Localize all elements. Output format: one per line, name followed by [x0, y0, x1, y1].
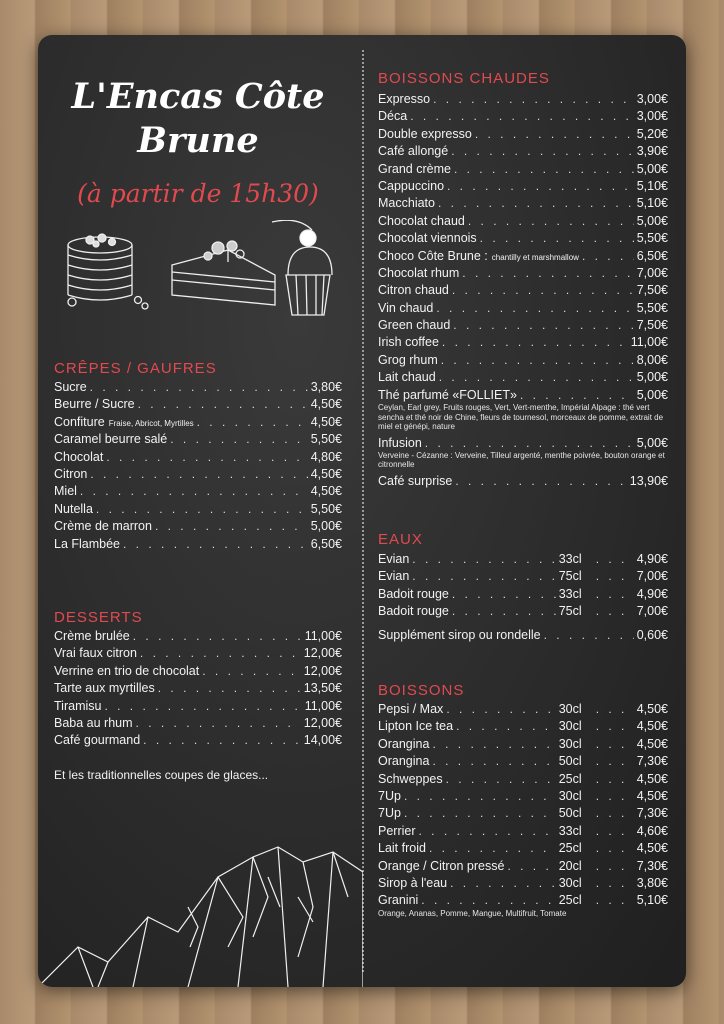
leader-dots: [596, 840, 634, 857]
leader-dots: [596, 892, 634, 909]
item-price: 4,90€: [636, 586, 668, 601]
item-volume: 25cl: [558, 841, 582, 856]
leader-dots: [90, 466, 307, 483]
title-line-1: L'Encas Côte: [71, 76, 325, 117]
menu-item-row: [378, 788, 668, 805]
menu-title: [48, 75, 348, 163]
item-name: Déca: [378, 109, 408, 124]
leader-dots: [439, 369, 634, 386]
item-name: Tarte aux myrtilles: [54, 681, 155, 696]
item-name: Chocolat chaud: [378, 213, 465, 228]
item-name: Perrier: [378, 823, 416, 838]
leader-dots: [596, 823, 634, 840]
cake-slice-illustration: [172, 241, 275, 305]
leader-dots: [596, 551, 634, 568]
item-price: 3,00€: [636, 92, 668, 106]
item-name: Schweppes: [378, 771, 443, 786]
leader-dots: [412, 568, 555, 585]
item-name: Irish coffee: [378, 335, 439, 350]
item-price: 7,00€: [636, 604, 668, 619]
menu-item-row: [378, 126, 668, 143]
menu-item-row: [378, 282, 668, 299]
item-name: Vrai faux citron: [54, 646, 137, 661]
leader-dots: [596, 568, 634, 585]
item-name: Nutella: [54, 501, 93, 516]
leader-dots: [123, 536, 308, 553]
menu-item-row: [378, 387, 668, 404]
item-price: 4,50€: [310, 466, 342, 481]
leader-dots: [410, 108, 634, 125]
item-price: 8,00€: [636, 352, 668, 367]
menu-item-row: [54, 379, 342, 396]
leader-dots: [80, 483, 308, 500]
item-name: Citron: [54, 466, 88, 481]
leader-dots: [596, 701, 634, 718]
item-price: 12,00€: [303, 646, 342, 661]
menu-item-row: [54, 518, 342, 535]
item-price: 11,00€: [304, 629, 342, 643]
item-price: 5,20€: [636, 126, 668, 141]
menu-item-row: [378, 551, 668, 568]
menu-item-row: [378, 701, 668, 718]
item-name: Café surprise: [378, 473, 453, 488]
leader-dots: [419, 823, 556, 840]
menu-item-row: [378, 248, 668, 265]
leader-dots: [446, 771, 556, 788]
item-name: Pepsi / Max: [378, 702, 444, 716]
item-price: 4,50€: [636, 788, 668, 803]
leader-dots: [596, 753, 634, 770]
item-price: 13,50€: [303, 681, 342, 696]
leader-dots: [544, 627, 634, 644]
leader-dots: [197, 414, 308, 431]
item-price: 4,50€: [636, 719, 668, 734]
menu-item-row: [54, 483, 342, 500]
item-name: Vin chaud: [378, 300, 434, 315]
item-price: 5,00€: [636, 213, 668, 228]
cupcake-illustration: [272, 220, 332, 315]
leader-dots: [133, 628, 302, 645]
section-crepes-title: CRÊPES / GAUFRES: [54, 360, 217, 377]
leader-dots: [475, 126, 634, 143]
item-name: Lipton Ice tea: [378, 719, 454, 734]
menu-item-row: [378, 736, 668, 753]
menu-item-row: [378, 840, 668, 857]
leader-dots: [596, 718, 634, 735]
menu-item-row: [378, 334, 668, 351]
leader-dots: [96, 501, 308, 518]
leader-dots: [455, 473, 626, 490]
item-note: Orange, Ananas, Pomme, Mangue, Multifruit, Tomate: [378, 908, 567, 918]
item-name: Confiture: [54, 414, 105, 429]
menu-item-row: [378, 805, 668, 822]
item-volume: 25cl: [558, 893, 582, 908]
menu-board: [38, 35, 686, 987]
item-price: 12,00€: [303, 663, 342, 678]
mountains-illustration: [38, 837, 363, 987]
item-volume: 30cl: [558, 719, 582, 734]
section-boissons-title: BOISSONS: [378, 682, 465, 699]
menu-item-row: [378, 603, 668, 620]
eaux-list: [378, 551, 668, 621]
menu-item-row: [378, 435, 668, 452]
item-price: 7,00€: [636, 569, 668, 584]
item-price: 3,80€: [310, 380, 342, 394]
leader-dots: [404, 788, 556, 805]
menu-item-row: [378, 178, 668, 195]
menu-item-row: [378, 858, 668, 875]
section-eaux-title: EAUX: [378, 531, 423, 548]
leader-dots: [104, 698, 301, 715]
leader-dots: [596, 858, 634, 875]
item-price: 4,80€: [310, 449, 342, 464]
item-price: 5,10€: [636, 893, 668, 908]
leader-dots: [451, 143, 634, 160]
leader-dots: [442, 334, 628, 351]
item-name: 7Up: [378, 788, 401, 803]
item-price: 5,10€: [636, 196, 668, 211]
item-price: 5,50€: [310, 501, 342, 516]
item-name: Evian: [378, 552, 410, 566]
menu-item-row: [54, 698, 342, 715]
menu-item-row: [54, 431, 342, 448]
leader-dots: [452, 603, 556, 620]
leader-dots: [421, 892, 555, 909]
menu-item-row: [378, 771, 668, 788]
item-name: Infusion: [378, 435, 422, 450]
item-name: Café gourmand: [54, 733, 141, 748]
menu-item-row: [378, 300, 668, 317]
item-name: Beurre / Sucre: [54, 397, 135, 412]
item-price: 4,50€: [310, 484, 342, 499]
leader-dots: [158, 680, 301, 697]
menu-item-row: [54, 449, 342, 466]
leader-dots: [138, 396, 308, 413]
menu-item-row: [378, 317, 668, 334]
leader-dots: [456, 718, 556, 735]
leader-dots: [170, 431, 307, 448]
leader-dots: [452, 282, 634, 299]
menu-item-row: [54, 663, 342, 680]
item-name: Miel: [54, 484, 77, 499]
leader-dots: [90, 379, 308, 396]
item-detail: chantilly et marshmallow: [491, 252, 579, 262]
pancakes-illustration: [68, 234, 148, 309]
section-desserts-title: DESSERTS: [54, 609, 143, 626]
menu-item-row: [378, 892, 668, 909]
item-name: Expresso: [378, 92, 431, 106]
menu-item-row: [54, 680, 342, 697]
item-note: Ceylan, Earl grey, Fruits rouges, Vert, Vert-menthe, Impérial Alpage : thé vert sencha et thé noir de Chine, fleurs de tournesol, morceaux de pomme, extrait de miel et génépi, nature: [378, 403, 664, 432]
item-name: Verrine en trio de chocolat: [54, 663, 200, 678]
item-volume: 50cl: [558, 806, 582, 821]
item-name: Choco Côte Brune :: [378, 248, 488, 263]
menu-item-row: [54, 645, 342, 662]
crepes-list: [54, 379, 342, 553]
menu-item-row: [378, 230, 668, 247]
item-name: Crème brulée: [54, 629, 130, 643]
item-price: 5,50€: [636, 300, 668, 315]
item-volume: 75cl: [558, 569, 582, 584]
menu-item-row: [378, 753, 668, 770]
menu-item-row: [378, 875, 668, 892]
leader-dots: [453, 317, 633, 334]
item-price: 4,50€: [636, 702, 668, 716]
leader-dots: [507, 858, 555, 875]
item-price: 3,00€: [636, 109, 668, 124]
leader-dots: [202, 663, 301, 680]
item-note: Verveine - Cézanne : Verveine, Tilleul argenté, menthe poivrée, bouton orange et citronnelle: [378, 450, 665, 470]
menu-item-row: [54, 628, 342, 645]
item-price: 5,00€: [310, 519, 342, 534]
menu-item-row: [378, 91, 668, 108]
leader-dots: [596, 805, 634, 822]
item-name: Lait froid: [378, 841, 426, 856]
desserts-footer: Et les traditionnelles coupes de glaces...: [54, 768, 269, 782]
leader-dots: [136, 715, 301, 732]
item-price: 7,50€: [636, 318, 668, 333]
item-volume: 75cl: [558, 604, 582, 619]
item-name: Caramel beurre salé: [54, 432, 168, 447]
title-line-2: Brune: [137, 120, 259, 161]
item-price: 7,30€: [636, 858, 668, 873]
item-price: 7,30€: [636, 806, 668, 821]
item-name: Macchiato: [378, 196, 435, 211]
leader-dots: [596, 736, 634, 753]
dessert-illustrations: [50, 220, 350, 320]
leader-dots: [404, 805, 556, 822]
menu-item-row: [378, 161, 668, 178]
item-name: Chocolat: [54, 449, 104, 464]
item-name: Supplément sirop ou rondelle: [378, 628, 541, 642]
item-name: Double expresso: [378, 126, 472, 141]
menu-item-row: [378, 823, 668, 840]
menu-item-row: [378, 195, 668, 212]
column-divider: [362, 50, 364, 972]
section-boissons-chaudes-title: BOISSONS CHAUDES: [378, 70, 550, 87]
item-volume: 30cl: [558, 736, 582, 751]
menu-item-row: [378, 108, 668, 125]
item-price: 0,60€: [636, 628, 668, 642]
item-price: 4,50€: [636, 736, 668, 751]
item-name: La Flambée: [54, 536, 121, 551]
leader-dots: [412, 551, 555, 568]
item-price: 5,00€: [636, 387, 668, 402]
item-volume: 33cl: [558, 823, 582, 838]
item-volume: 20cl: [558, 858, 582, 873]
item-name: Granini: [378, 893, 419, 908]
menu-item-row: [54, 715, 342, 732]
leader-dots: [468, 213, 634, 230]
menu-item-row: [378, 352, 668, 369]
leader-dots: [462, 265, 633, 282]
item-name: Green chaud: [378, 318, 451, 333]
menu-subtitle: (à partir de 15h30): [77, 179, 319, 208]
item-price: 13,90€: [629, 473, 668, 488]
item-volume: 50cl: [558, 754, 582, 769]
item-name: 7Up: [378, 806, 401, 821]
leader-dots: [425, 435, 634, 452]
item-price: 6,50€: [636, 248, 668, 263]
item-name: Café allongé: [378, 144, 449, 159]
item-volume: 33cl: [558, 586, 582, 601]
item-name: Orange / Citron pressé: [378, 858, 505, 873]
item-price: 5,00€: [636, 370, 668, 385]
boissons-chaudes-list: [378, 91, 668, 490]
item-name: Sucre: [54, 380, 87, 394]
menu-item-row: [378, 213, 668, 230]
leader-dots: [446, 701, 555, 718]
item-volume: 30cl: [558, 702, 582, 716]
leader-dots: [438, 195, 634, 212]
item-volume: 33cl: [558, 552, 582, 566]
item-name: Crème de marron: [54, 519, 152, 534]
leader-dots: [140, 645, 301, 662]
item-price: 4,90€: [636, 552, 668, 566]
item-price: 4,60€: [636, 823, 668, 838]
item-name: Cappuccino: [378, 178, 445, 193]
item-price: 5,50€: [636, 231, 668, 246]
item-name: Evian: [378, 569, 410, 584]
item-price: 14,00€: [303, 733, 342, 748]
item-name: Badoit rouge: [378, 586, 449, 601]
item-price: 7,00€: [636, 265, 668, 280]
leader-dots: [596, 875, 634, 892]
item-name: Chocolat rhum: [378, 265, 460, 280]
item-name: Badoit rouge: [378, 604, 449, 619]
item-price: 3,90€: [636, 144, 668, 159]
menu-item-row: [378, 265, 668, 282]
item-volume: 30cl: [558, 788, 582, 803]
menu-item-row: [378, 586, 668, 603]
item-price: 11,00€: [630, 335, 668, 350]
leader-dots: [441, 352, 634, 369]
leader-dots: [436, 300, 633, 317]
item-price: 5,00€: [636, 435, 668, 450]
item-price: 4,50€: [310, 414, 342, 429]
item-price: 5,10€: [636, 178, 668, 193]
supplement-row: [378, 627, 668, 644]
leader-dots: [450, 875, 556, 892]
item-price: 4,50€: [636, 771, 668, 786]
leader-dots: [596, 603, 634, 620]
menu-item-row: [378, 369, 668, 386]
menu-item-row: [54, 414, 342, 431]
item-name: Chocolat viennois: [378, 231, 477, 246]
item-volume: 25cl: [558, 771, 582, 786]
item-name: Grand crème: [378, 161, 451, 176]
leader-dots: [582, 248, 634, 265]
menu-item-row: [378, 143, 668, 160]
item-name: Thé parfumé «FOLLIET»: [378, 387, 517, 402]
item-volume: 30cl: [558, 875, 582, 890]
leader-dots: [447, 178, 634, 195]
boissons-list: [378, 701, 668, 921]
leader-dots: [452, 586, 556, 603]
item-name: Orangina: [378, 754, 430, 769]
item-price: 5,00€: [636, 161, 668, 176]
menu-item-row: [378, 473, 668, 490]
leader-dots: [106, 449, 307, 466]
item-name: Sirop à l'eau: [378, 875, 448, 890]
item-price: 12,00€: [303, 715, 342, 730]
leader-dots: [155, 518, 308, 535]
leader-dots: [432, 736, 555, 753]
menu-item-row: [54, 466, 342, 483]
menu-item-row: [378, 568, 668, 585]
leader-dots: [143, 732, 301, 749]
item-name: Orangina: [378, 736, 430, 751]
leader-dots: [520, 387, 634, 404]
leader-dots: [429, 840, 556, 857]
item-name: Tiramisu: [54, 698, 102, 713]
item-name: Lait chaud: [378, 370, 436, 385]
item-name: Baba au rhum: [54, 715, 133, 730]
leader-dots: [480, 230, 634, 247]
item-price: 5,50€: [310, 432, 342, 447]
leader-dots: [432, 753, 555, 770]
item-price: 3,80€: [636, 875, 668, 890]
menu-item-row: [54, 536, 342, 553]
menu-item-row: [54, 501, 342, 518]
desserts-list: [54, 628, 342, 750]
supplement-list: [378, 627, 668, 644]
item-price: 4,50€: [310, 397, 342, 412]
menu-item-row: [54, 732, 342, 749]
item-name: Citron chaud: [378, 283, 449, 298]
leader-dots: [433, 91, 634, 108]
menu-item-row: [378, 718, 668, 735]
item-price: 7,50€: [636, 283, 668, 298]
leader-dots: [596, 586, 634, 603]
item-price: 4,50€: [636, 841, 668, 856]
leader-dots: [596, 771, 634, 788]
item-price: 6,50€: [310, 536, 342, 551]
leader-dots: [454, 161, 634, 178]
item-price: 7,30€: [636, 754, 668, 769]
item-name: Grog rhum: [378, 352, 438, 367]
menu-item-row: [54, 396, 342, 413]
item-price: 11,00€: [304, 698, 342, 713]
item-detail: Fraise, Abricot, Myrtilles: [108, 418, 194, 428]
leader-dots: [596, 788, 634, 805]
